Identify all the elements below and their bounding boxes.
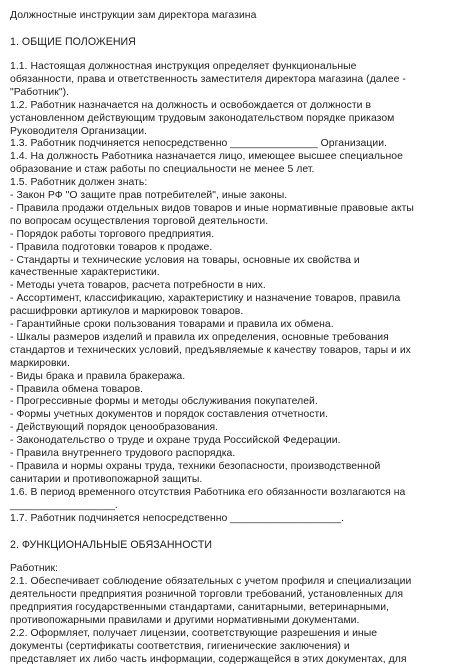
text-line: - Порядок работы торгового предприятия. [10,228,215,240]
text-line: - Закон РФ "О защите прав потребителей", иные законы. [10,190,288,201]
text-line: 1.7. Работник подчиняется непосредственно ___________________. [10,512,344,524]
text-line: - Действующий порядок ценообразования. [10,422,219,434]
text-line: __________________. [10,499,118,511]
text-line: 1.2. Работник назначается на должность и освобождается от должности в [10,99,372,111]
text-line: - Правила продажи отдельных видов товаров и иные нормативные правовые акты [10,202,414,214]
text-line: маркировки. [10,357,70,369]
text-line: 2.2. Оформляет, получает лицензии, соответствующие разрешения и иные [10,627,378,639]
text-line: "Работник"). [10,86,70,98]
text-line: - Правила и нормы охраны труда, техники безопасности, производственной [10,460,381,472]
text-line: - Ассортимент, классификацию, характеристику и назначение товаров, правила [10,293,401,305]
text-line: 1.1. Настоящая должностная инструкция определяет функциональные [10,61,357,72]
text-line: стандартов и технических условий, предъявляемые к качеству товаров, тары и их [10,344,411,356]
document-title: Должностные инструкции зам директора магазина [10,10,257,21]
text-line: - Формы учетных документов и порядок составления отчетности. [10,409,329,421]
section-2-heading: 2. ФУНКЦИОНАЛЬНЫЕ ОБЯЗАННОСТИ [10,539,213,551]
text-line: 1.4. На должность Работника назначается лицо, имеющее высшее специальное [10,151,403,163]
text-line: - Правила обмена товаров. [10,383,144,395]
text-line: - Прогрессивные формы и методы обслуживания покупателей. [10,396,318,408]
section-1-heading: 1. ОБЩИЕ ПОЛОЖЕНИЯ [10,36,136,48]
text-line: представляет их либо часть информации, содержащейся в этих документах, для [10,653,407,665]
text-line: - Виды брака и правила бракеража. [10,370,186,382]
text-line: - Методы учета товаров, расчета потребности в них. [10,280,266,292]
text-line: документы (сертификаты соответствия, гигиенические заключения) и [10,640,350,652]
text-line: 1.3. Работник подчиняется непосредственно _______________ Организации. [10,138,388,150]
text-line: противопожарными правилами и другими нормативными документами. [10,614,360,626]
text-line: установленном действующим трудовым законодательством порядке приказом [10,112,395,124]
text-line: образование и стаж работы по специальности не менее 5 лет. [10,164,315,176]
text-line: Руководителя Организации. [10,125,148,137]
text-line: обязанности, права и ответственность заместителя директора магазина (далее - [10,73,406,85]
text-line: 2.1. Обеспечивает соблюдение обязательных с учетом профиля и специализации [10,575,412,587]
text-line: - Правила подготовки товаров к продаже. [10,241,213,253]
text-line: - Законодательство о труде и охране труда Российской Федерации. [10,435,341,447]
text-line: - Гарантийные сроки пользования товарами и правила их обмена. [10,319,334,330]
text-line: расшифровки артикулов и маркировок товаров. [10,306,244,318]
text-line: - Правила внутреннего трудового распорядка. [10,448,236,459]
text-line: качественные характеристики. [10,267,160,279]
text-line: 1.5. Работник должен знать: [10,177,148,189]
text-line: - Стандарты и технические условия на товары, основные их свойства и [10,254,360,266]
text-line: деятельности предприятия розничной торговли требований, установленных для [10,588,404,600]
text-line: по вопросам осуществления торговой деятельности. [10,215,269,227]
text-line: Работник: [10,563,59,574]
text-line: санитарии и противопожарной защиты. [10,473,203,485]
text-line: предприятия государственными стандартами, санитарными, ветеринарными, [10,601,390,613]
text-line: - Шкалы размеров изделий и правила их определения, основные требования [10,331,389,343]
text-line: 1.6. В период временного отсутствия Работника его обязанности возлагаются на [10,486,406,498]
